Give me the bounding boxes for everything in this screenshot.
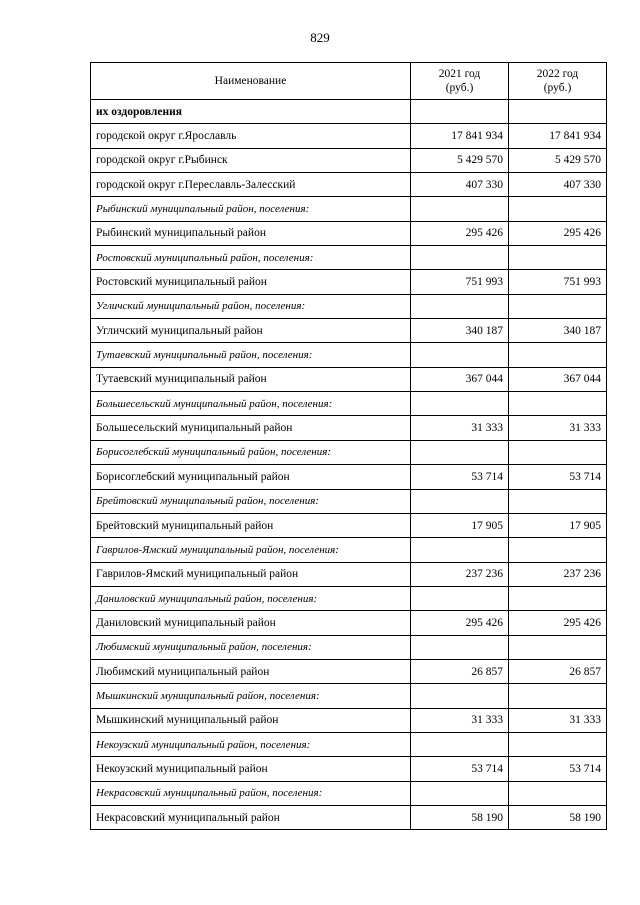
table-subheading-row bbox=[91, 197, 607, 221]
table-row bbox=[91, 611, 607, 635]
row-2021-cell: 58 190 bbox=[411, 805, 509, 829]
row-2021-cell: 53 714 bbox=[411, 465, 509, 489]
row-2021-cell bbox=[411, 635, 509, 659]
table-subheading-row bbox=[91, 538, 607, 562]
table-subheading-row bbox=[91, 246, 607, 270]
table-row bbox=[91, 708, 607, 732]
table-subheading-row bbox=[91, 635, 607, 659]
row-2021-cell bbox=[411, 343, 509, 367]
row-2022-cell bbox=[509, 538, 607, 562]
table-row bbox=[91, 465, 607, 489]
row-2021-cell bbox=[411, 781, 509, 805]
table-subheading-row bbox=[91, 489, 607, 513]
row-2022-cell: 407 330 bbox=[509, 173, 607, 197]
row-name-cell: Брейтовский муниципальный район bbox=[91, 513, 411, 537]
row-name-cell: Борисоглебский муниципальный район, поселения: bbox=[91, 440, 411, 464]
row-2021-cell: 340 187 bbox=[411, 319, 509, 343]
row-name-cell: Некоузский муниципальный район bbox=[91, 757, 411, 781]
row-2021-cell bbox=[411, 440, 509, 464]
row-name-cell: Любимский муниципальный район bbox=[91, 659, 411, 683]
table-subheading-row bbox=[91, 781, 607, 805]
table-body bbox=[91, 100, 607, 830]
row-2022-cell: 26 857 bbox=[509, 659, 607, 683]
row-2021-cell bbox=[411, 732, 509, 756]
table-row bbox=[91, 124, 607, 148]
page-number: 829 bbox=[310, 30, 330, 45]
table-subheading-row bbox=[91, 732, 607, 756]
row-2021-cell: 295 426 bbox=[411, 221, 509, 245]
table-subheading-row bbox=[91, 343, 607, 367]
row-2022-cell: 31 333 bbox=[509, 708, 607, 732]
row-name-cell: Тутаевский муниципальный район, поселения: bbox=[91, 343, 411, 367]
row-2022-cell bbox=[509, 197, 607, 221]
row-2022-cell bbox=[509, 343, 607, 367]
row-name-cell: Даниловский муниципальный район bbox=[91, 611, 411, 635]
row-2021-cell: 31 333 bbox=[411, 708, 509, 732]
row-name-cell: Ростовский муниципальный район bbox=[91, 270, 411, 294]
row-2021-cell bbox=[411, 538, 509, 562]
row-2021-cell: 53 714 bbox=[411, 757, 509, 781]
row-2022-cell bbox=[509, 294, 607, 318]
row-2021-cell bbox=[411, 489, 509, 513]
row-2021-cell: 751 993 bbox=[411, 270, 509, 294]
row-name-cell: Даниловский муниципальный район, поселения: bbox=[91, 586, 411, 610]
row-2022-cell: 295 426 bbox=[509, 221, 607, 245]
row-name-cell: Некрасовский муниципальный район bbox=[91, 805, 411, 829]
row-2021-cell: 17 905 bbox=[411, 513, 509, 537]
row-name-cell: городской округ г.Переславль-Залесский bbox=[91, 173, 411, 197]
row-2021-cell: 31 333 bbox=[411, 416, 509, 440]
row-2022-cell bbox=[509, 246, 607, 270]
row-name-cell: Гаврилов-Ямский муниципальный район, поселения: bbox=[91, 538, 411, 562]
row-2022-cell: 237 236 bbox=[509, 562, 607, 586]
row-name-cell: Большесельский муниципальный район, поселения: bbox=[91, 392, 411, 416]
row-2022-cell bbox=[509, 684, 607, 708]
table-row bbox=[91, 173, 607, 197]
row-2021-cell bbox=[411, 197, 509, 221]
row-2021-cell: 17 841 934 bbox=[411, 124, 509, 148]
table-row bbox=[91, 367, 607, 391]
row-name-cell: Угличский муниципальный район, поселения: bbox=[91, 294, 411, 318]
row-name-cell: Большесельский муниципальный район bbox=[91, 416, 411, 440]
header-row bbox=[91, 63, 607, 100]
row-2022-cell: 31 333 bbox=[509, 416, 607, 440]
row-name-cell: Борисоглебский муниципальный район bbox=[91, 465, 411, 489]
table-row bbox=[91, 270, 607, 294]
header-name: Наименование bbox=[91, 63, 411, 100]
row-2022-cell bbox=[509, 586, 607, 610]
table-row bbox=[91, 416, 607, 440]
table-row bbox=[91, 148, 607, 172]
row-2022-cell bbox=[509, 781, 607, 805]
table-section-row bbox=[91, 100, 607, 124]
header-2021: 2021 год (руб.) bbox=[411, 63, 509, 100]
row-2022-cell: 751 993 bbox=[509, 270, 607, 294]
table-row bbox=[91, 757, 607, 781]
row-name-cell: городской округ г.Ярославль bbox=[91, 124, 411, 148]
row-name-cell: Любимский муниципальный район, поселения: bbox=[91, 635, 411, 659]
row-2022-cell: 295 426 bbox=[509, 611, 607, 635]
row-2022-cell: 58 190 bbox=[509, 805, 607, 829]
row-2021-cell bbox=[411, 246, 509, 270]
table-row bbox=[91, 221, 607, 245]
table-subheading-row bbox=[91, 392, 607, 416]
table-row bbox=[91, 562, 607, 586]
table-subheading-row bbox=[91, 586, 607, 610]
row-2021-cell bbox=[411, 100, 509, 124]
header-2022: 2022 год (руб.) bbox=[509, 63, 607, 100]
table-row bbox=[91, 805, 607, 829]
table-row bbox=[91, 319, 607, 343]
row-name-cell: городской округ г.Рыбинск bbox=[91, 148, 411, 172]
row-name-cell: Мышкинский муниципальный район bbox=[91, 708, 411, 732]
row-name-cell: Некоузский муниципальный район, поселения: bbox=[91, 732, 411, 756]
row-2021-cell bbox=[411, 392, 509, 416]
row-2022-cell bbox=[509, 392, 607, 416]
table-header bbox=[91, 63, 607, 100]
row-name-cell: Брейтовский муниципальный район, поселения: bbox=[91, 489, 411, 513]
row-2021-cell bbox=[411, 684, 509, 708]
table-subheading-row bbox=[91, 294, 607, 318]
row-2021-cell bbox=[411, 294, 509, 318]
row-name-cell: Гаврилов-Ямский муниципальный район bbox=[91, 562, 411, 586]
row-2022-cell: 53 714 bbox=[509, 757, 607, 781]
row-2022-cell: 17 905 bbox=[509, 513, 607, 537]
row-2022-cell: 53 714 bbox=[509, 465, 607, 489]
row-2021-cell: 26 857 bbox=[411, 659, 509, 683]
row-name-cell: Рыбинский муниципальный район, поселения: bbox=[91, 197, 411, 221]
row-2022-cell: 5 429 570 bbox=[509, 148, 607, 172]
table-subheading-row bbox=[91, 440, 607, 464]
row-name-cell: их оздоровления bbox=[91, 100, 411, 124]
row-2022-cell bbox=[509, 732, 607, 756]
table-row bbox=[91, 659, 607, 683]
row-2021-cell: 367 044 bbox=[411, 367, 509, 391]
row-2021-cell: 407 330 bbox=[411, 173, 509, 197]
row-name-cell: Рыбинский муниципальный район bbox=[91, 221, 411, 245]
budget-table bbox=[90, 62, 607, 830]
row-2022-cell bbox=[509, 489, 607, 513]
row-name-cell: Угличский муниципальный район bbox=[91, 319, 411, 343]
row-name-cell: Ростовский муниципальный район, поселения: bbox=[91, 246, 411, 270]
row-2021-cell bbox=[411, 586, 509, 610]
row-2022-cell: 340 187 bbox=[509, 319, 607, 343]
row-2022-cell bbox=[509, 440, 607, 464]
row-2021-cell: 295 426 bbox=[411, 611, 509, 635]
row-2022-cell bbox=[509, 100, 607, 124]
table-row bbox=[91, 513, 607, 537]
row-name-cell: Некрасовский муниципальный район, поселения: bbox=[91, 781, 411, 805]
row-2022-cell: 367 044 bbox=[509, 367, 607, 391]
row-2021-cell: 237 236 bbox=[411, 562, 509, 586]
row-2022-cell bbox=[509, 635, 607, 659]
row-name-cell: Тутаевский муниципальный район bbox=[91, 367, 411, 391]
row-2022-cell: 17 841 934 bbox=[509, 124, 607, 148]
table-subheading-row bbox=[91, 684, 607, 708]
row-name-cell: Мышкинский муниципальный район, поселения: bbox=[91, 684, 411, 708]
row-2021-cell: 5 429 570 bbox=[411, 148, 509, 172]
